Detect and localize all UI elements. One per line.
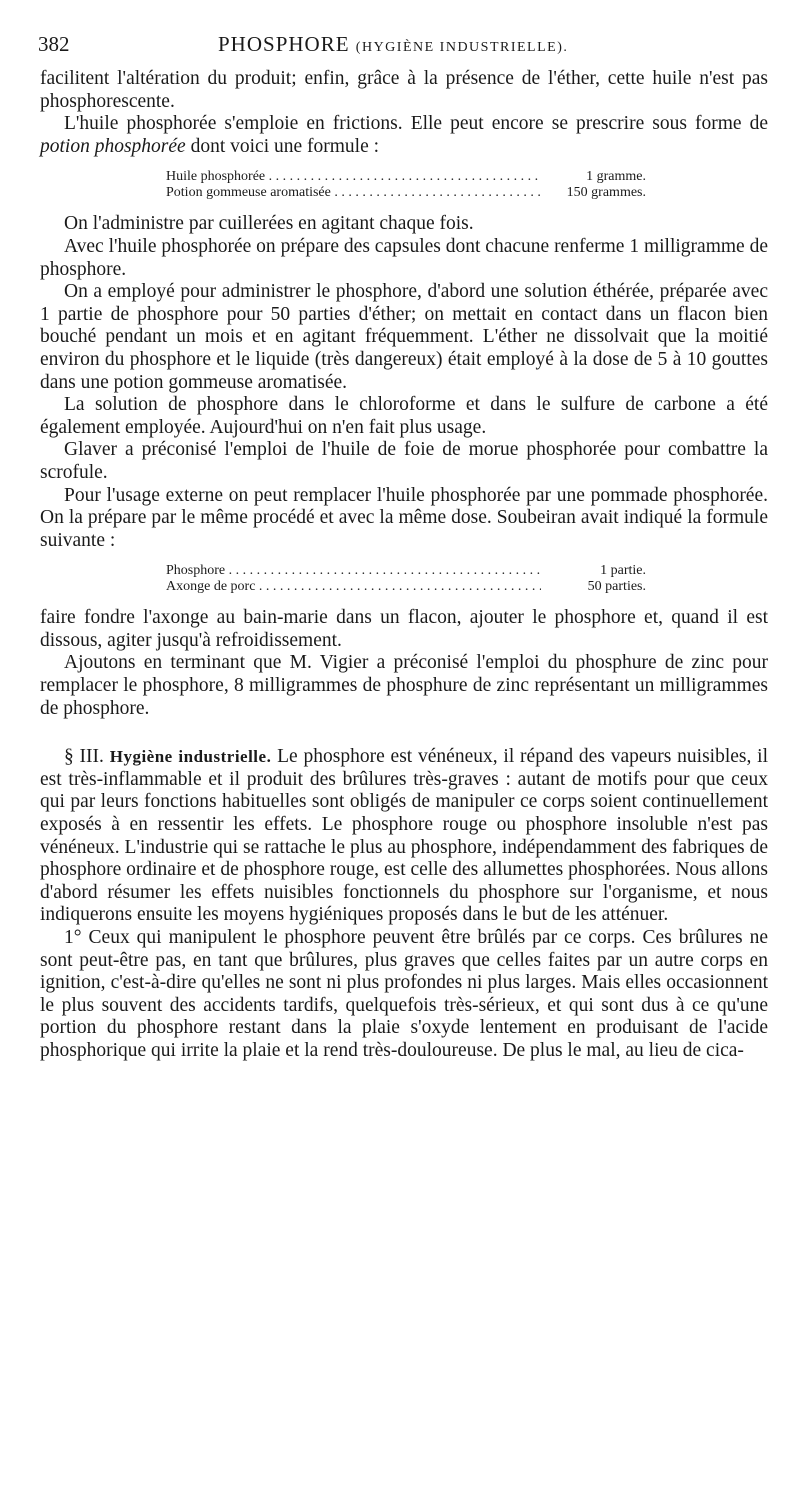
paragraph: On l'administre par cuillerées en agitant chaque fois.: [64, 213, 474, 235]
paragraph: Pour l'usage externe on peut remplacer l'huile phosphorée par une pommade phosphorée. On la prépare par le même procédé et avec la même dose. Soubeiran avait indiqué la formule suivante :: [40, 484, 768, 551]
page-number: 382: [38, 32, 70, 56]
paragraph: Avec l'huile phosphorée on prépare des capsules dont chacune renferme 1 milligramme de phosphore.: [40, 235, 768, 280]
section-text: Le phosphore est vénéneux, il répand des vapeurs nuisibles, il est très-inflammable et il produit des brûlures très-graves : autant de motifs pour que ceux qui par leurs fonctions habituelles sont obligés de manipuler ce corps soient continuellement exposés à en ressentir les effets. Le phosphore rouge ou phosphore insoluble n'est pas vénéneux. L'industrie qui se rattache le plus au phosphore, indépendamment des fabriques de phosphore ordinaire et de phosphore rouge, est celle des allumettes phosphorées. Nous allons d'abord résumer les effets nuisibles fonctionnels du phosphore sur l'organisme, et nous indiquerons ensuite les moyens hygiéniques proposés dans le but de les atténuer.: [40, 746, 769, 926]
formula-quantity: 50 parties.: [587, 579, 646, 595]
formula-row: [166, 185, 646, 201]
page-body: [40, 68, 768, 1063]
running-title-sub: (HYGIÈNE INDUSTRIELLE).: [355, 40, 569, 55]
formula-ingredient: Axonge de porc . . .: [166, 579, 541, 595]
running-title: [218, 32, 568, 57]
section-hygiene: [40, 746, 768, 1062]
formula-row: [166, 563, 646, 579]
paragraph-potion-text-a: L'huile phosphorée s'emploie en frictions. Elle peut encore se prescrire sous forme de: [64, 113, 768, 135]
formula-ingredient: Potion gommeuse aromatisée . . .: [166, 185, 541, 201]
formula-ingredient: Huile phosphorée . . .: [166, 169, 541, 185]
formula-row: [166, 579, 646, 595]
paragraph-potion: [40, 113, 768, 158]
formula-quantity: 1 partie.: [600, 563, 646, 579]
potion-term: potion phosphorée: [40, 135, 186, 157]
formula-potion: [166, 169, 646, 201]
paragraph: On a employé pour administrer le phosphore, d'abord une solution éthérée, préparée avec 1 partie de phosphore pour 50 parties d'éther; on mettait en contact dans un flacon bien bouché pendant un mois et en agitant fréquemment. L'éther ne dissolvait que la moitié environ du phosphore et le liquide (très dangereux) était employé à la dose de 5 à 10 gouttes dans une potion gommeuse aromatisée.: [40, 281, 768, 393]
formula-quantity: 150 grammes.: [566, 185, 646, 201]
paragraph-potion-text-b: dont voici une formule :: [190, 135, 380, 157]
paragraph-continued: facilitent l'altération du produit; enfin, grâce à la présence de l'éther, cette huile n'est pas phosphorescente.: [40, 68, 768, 112]
section-heading: Hygiène industrielle.: [109, 747, 272, 767]
running-header: [38, 32, 768, 60]
section-label: § III.: [64, 746, 104, 768]
paragraph: La solution de phosphore dans le chloroforme et dans le sulfure de carbone a été également employée. Aujourd'hui on n'en fait plus usage.: [40, 394, 768, 438]
section-first-paragraph: [40, 746, 768, 927]
paragraph: faire fondre l'axonge au bain-marie dans un flacon, ajouter le phosphore et, quand il est dissous, agiter jusqu'à refroidissement.: [40, 607, 768, 651]
formula-pommade: [166, 563, 646, 595]
running-title-main: PHOSPHORE: [218, 32, 350, 56]
paragraph: Glaver a préconisé l'emploi de l'huile de foie de morue phosphorée pour combattre la scrofule.: [40, 439, 768, 483]
formula-quantity: 1 gramme.: [586, 169, 646, 185]
formula-row: [166, 169, 646, 185]
paragraph: 1° Ceux qui manipulent le phosphore peuvent être brûlés par ce corps. Ces brûlures ne sont peut-être pas, en tant que brûlures, plus graves que celles faites par un autre corps en ignition, c'est-à-dire qu'elles ne sont ni plus profondes ni plus larges. Mais elles occasionnent le plus souvent des accidents tardifs, quelquefois très-sérieux, et qui sont dus à ce qu'une portion du phosphore restant dans la plaie s'oxyde lentement en produisant de l'acide phosphorique qui irrite la plaie et la rend très-douloureuse. De plus le mal, au lieu de cica-: [40, 927, 768, 1061]
formula-ingredient: Phosphore . . .: [166, 563, 541, 579]
paragraph: Ajoutons en terminant que M. Vigier a préconisé l'emploi du phosphure de zinc pour remplacer le phosphore, 8 milligrammes de phosphure de zinc représentant un milligrammes de phosphore.: [40, 652, 768, 719]
